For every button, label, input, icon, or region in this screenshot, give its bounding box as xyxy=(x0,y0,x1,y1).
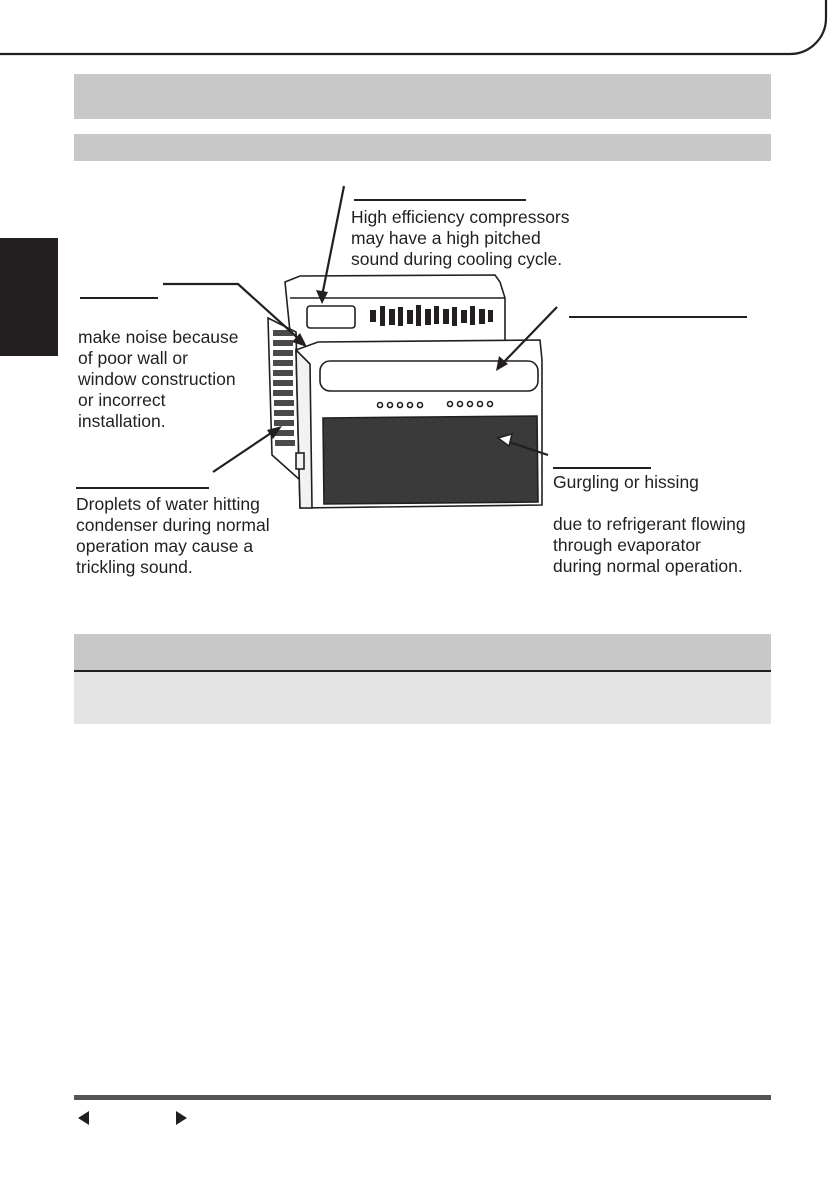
compressor-heading-rule xyxy=(354,199,526,201)
ac-foot-left xyxy=(296,453,304,469)
airflow-heading-rule xyxy=(569,316,747,318)
rattling-line-4: or incorrect xyxy=(78,390,166,410)
compressor-line-3: sound during cooling cycle. xyxy=(351,249,563,269)
air-conditioner-illustration xyxy=(268,275,542,508)
water-heading-rule xyxy=(76,487,209,489)
rattling-line-5: installation. xyxy=(78,411,166,431)
ac-top-panel xyxy=(307,306,355,328)
gurgling-line-3: due to refrigerant flowing xyxy=(553,514,746,534)
gurgling-line-4: through evaporator xyxy=(553,535,701,555)
water-line-2: condenser during normal xyxy=(76,515,270,535)
compressor-line-1: High efficiency compressors xyxy=(351,207,570,227)
footer-rule xyxy=(74,1095,771,1100)
compressor-line-2: may have a high pitched xyxy=(351,228,541,248)
title-band xyxy=(74,74,771,119)
ac-front-grille xyxy=(323,416,538,504)
rattling-line-3: window construction xyxy=(78,369,236,389)
bottom-section-body xyxy=(74,672,771,724)
gurgling-line-5: during normal operation. xyxy=(553,556,743,576)
gurgling-heading-rule xyxy=(553,467,651,469)
gurgling-line-1: Gurgling or hissing xyxy=(553,472,699,492)
water-line-4: trickling sound. xyxy=(76,557,193,577)
subtitle-band xyxy=(74,134,771,161)
rattling-heading-rule xyxy=(80,297,158,299)
section-tab xyxy=(0,238,58,356)
bottom-section-header xyxy=(74,634,771,670)
water-line-1: Droplets of water hitting xyxy=(76,494,260,514)
rattling-line-1: make noise because xyxy=(78,327,239,347)
corner-curve xyxy=(0,0,826,54)
rattling-line-2: of poor wall or xyxy=(78,348,188,368)
ac-front-side xyxy=(296,350,312,508)
water-line-3: operation may cause a xyxy=(76,536,254,556)
